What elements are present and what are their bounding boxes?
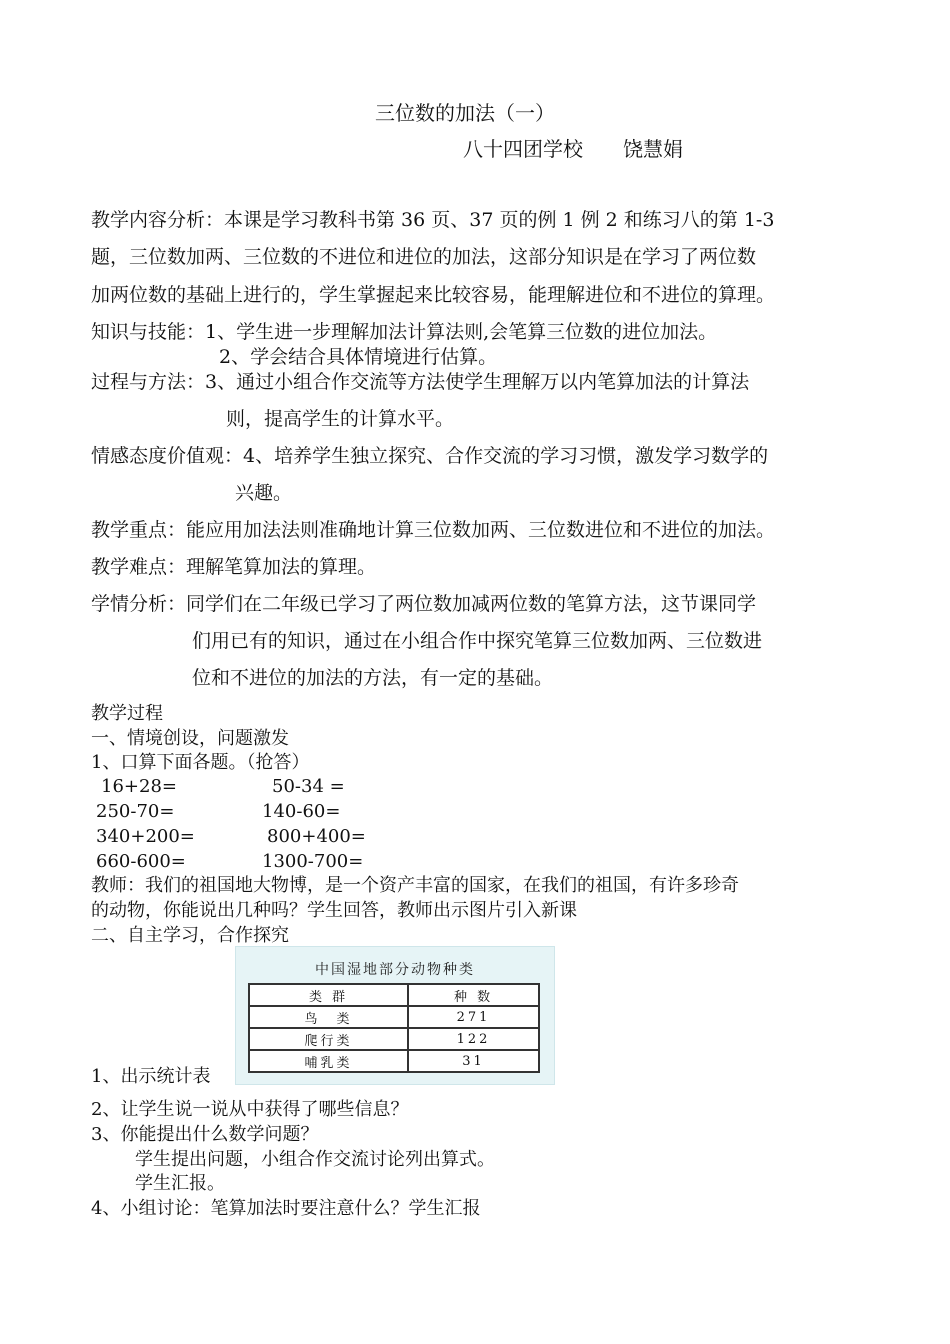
goal-knowledge-2: 2、学会结合具体情境进行估算。 xyxy=(219,346,498,368)
step-3: 3、你能提出什么数学问题？ xyxy=(91,1124,319,1145)
author-line: 八十四团学校 饶慧娟 xyxy=(463,137,683,161)
animal-statistics-image xyxy=(235,946,555,1085)
analysis-line-2: 题，三位数加两、三位数的不进位和进位的加法，这部分知识是在学习了两位数 xyxy=(91,246,757,268)
teacher-line-2: 的动物，你能说出几种吗？学生回答，教师出示图片引入新课 xyxy=(91,900,577,921)
goal-process-2: 则，提高学生的计算水平。 xyxy=(226,408,455,430)
document-title: 三位数的加法（一） xyxy=(375,101,555,125)
process-heading: 教学过程 xyxy=(91,703,163,724)
calc-3-left: 340+200= xyxy=(96,826,195,847)
difficulty: 教学难点：理解笔算加法的算理。 xyxy=(91,556,377,578)
teacher-line-1: 教师：我们的祖国地大物博，是一个资产丰富的国家，在我们的祖国，有许多珍奇 xyxy=(91,875,739,896)
row-group: 鸟 类 xyxy=(249,1006,408,1028)
header-count: 种 数 xyxy=(408,984,539,1006)
situation-line-2: 们用已有的知识，通过在小组合作中探究笔算三位数加两、三位数进 xyxy=(192,630,763,652)
step-2: 2、让学生说一说从中获得了哪些信息？ xyxy=(91,1099,409,1120)
calc-2-right: 140-60= xyxy=(262,801,341,822)
row-count: 31 xyxy=(408,1050,539,1072)
calc-4-left: 660-600= xyxy=(96,851,186,872)
section-2-heading: 二、自主学习，合作探究 xyxy=(91,925,289,946)
row-group: 爬行类 xyxy=(249,1028,408,1050)
key-point: 教学重点：能应用加法法则准确地计算三位数加两、三位数进位和不进位的加法。 xyxy=(91,519,776,541)
item-1: 1、口算下面各题。（抢答） xyxy=(91,752,310,773)
row-count: 122 xyxy=(408,1028,539,1050)
statistics-caption: 中国湿地部分动物种类 xyxy=(315,962,475,978)
calc-2-left: 250-70= xyxy=(96,801,175,822)
analysis-line-3: 加两位数的基础上进行的，学生掌握起来比较容易，能理解进位和不进位的算理。 xyxy=(91,284,776,306)
calc-4-right: 1300-700= xyxy=(262,851,364,872)
analysis-line-1: 教学内容分析：本课是学习教科书第 36 页、37 页的例 1 例 2 和练习八的第 1-3 xyxy=(91,209,775,231)
table-row xyxy=(249,1050,539,1072)
row-count: 271 xyxy=(408,1006,539,1028)
goal-emotion-2: 兴趣。 xyxy=(235,482,293,504)
step-3a: 学生提出问题，小组合作交流讨论列出算式。 xyxy=(135,1149,495,1170)
header-group: 类 群 xyxy=(249,984,408,1006)
statistics-table xyxy=(248,983,540,1073)
goal-emotion-1: 情感态度价值观：4、培养学生独立探究、合作交流的学习习惯，激发学习数学的 xyxy=(91,445,769,467)
table-row xyxy=(249,1028,539,1050)
section-1-heading: 一、情境创设，问题激发 xyxy=(91,728,289,749)
situation-line-1: 学情分析：同学们在二年级已学习了两位数加减两位数的笔算方法，这节课同学 xyxy=(91,593,757,615)
step-1: 1、出示统计表 xyxy=(91,1066,211,1087)
step-4: 4、小组讨论：笔算加法时要注意什么？学生汇报 xyxy=(91,1198,481,1219)
table-row xyxy=(249,1006,539,1028)
row-group: 哺乳类 xyxy=(249,1050,408,1072)
goal-knowledge-1: 知识与技能：1、学生进一步理解加法计算法则,会笔算三位数的进位加法。 xyxy=(91,321,718,343)
calc-3-right: 800+400= xyxy=(267,826,366,847)
calc-1-right: 50-34 = xyxy=(272,776,345,797)
goal-process-1: 过程与方法：3、通过小组合作交流等方法使学生理解万以内笔算加法的计算法 xyxy=(91,371,750,393)
calc-1-left: 16+28= xyxy=(101,776,177,797)
situation-line-3: 位和不进位的加法的方法，有一定的基础。 xyxy=(192,667,554,689)
table-header-row xyxy=(249,984,539,1006)
step-3b: 学生汇报。 xyxy=(135,1173,225,1194)
